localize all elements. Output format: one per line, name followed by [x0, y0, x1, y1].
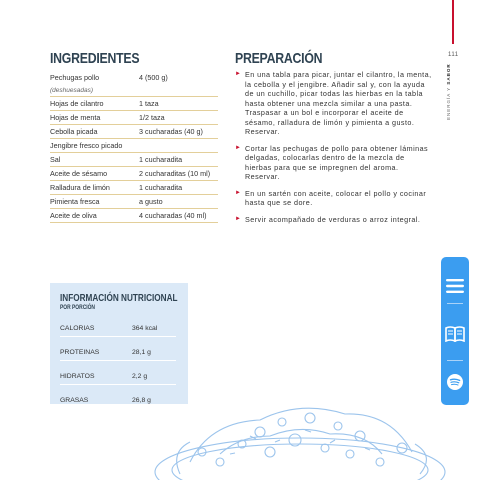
ingredient-row [50, 125, 218, 139]
nutrition-title: INFORMACIÓN NUTRICIONAL [60, 293, 178, 304]
nutrition-label: CALORIAS [60, 325, 95, 332]
ingredient-qty: 1 taza [139, 99, 159, 108]
ingredient-note: (deshuesadas) [50, 87, 93, 94]
ingredient-row [50, 153, 218, 167]
ingredient-name: Pimienta fresca [50, 197, 100, 206]
nutrition-panel [50, 283, 188, 404]
ingredient-name: Aceite de oliva [50, 211, 97, 220]
ingredient-row [50, 181, 218, 195]
step-text: Cortar las pechugas de pollo para obtener láminas delgadas, colocarlas dentro de la mezcla de hierbas para que se impregnen del aroma. Reservar. [245, 143, 429, 181]
ingredient-name: Hojas de cilantro [50, 99, 104, 108]
ingredient-qty: 4 (500 g) [139, 73, 168, 82]
nutrition-subtitle: POR PORCIÓN [60, 305, 95, 311]
ingredient-qty: 2 cucharaditas (10 ml) [139, 169, 211, 178]
ingredient-name: Pechugas pollo [50, 73, 100, 82]
nutrition-row [60, 347, 176, 361]
nutrition-label: GRASAS [60, 397, 89, 404]
preparation-heading: PREPARACIÓN [235, 50, 323, 67]
preparation-step [235, 215, 432, 225]
bullet-arrow-icon: ► [235, 144, 242, 151]
book-icon [445, 326, 465, 342]
ingredients-table [50, 71, 218, 223]
step-text: En un sartén con aceite, colocar el pollo y cocinar hasta que se dore. [245, 188, 427, 207]
ingredient-qty: a gusto [139, 197, 163, 206]
ingredient-row [50, 139, 218, 153]
nutrition-row [60, 371, 176, 385]
ingredient-row [50, 167, 218, 181]
spotify-icon [447, 374, 463, 390]
ingredient-qty: 4 cucharadas (40 ml) [139, 211, 207, 220]
page-number: 111 [448, 52, 459, 58]
ingredient-row [50, 71, 218, 97]
nutrition-label: HIDRATOS [60, 373, 95, 380]
bullet-arrow-icon: ► [235, 71, 242, 77]
bullet-arrow-icon: ► [235, 215, 242, 222]
nutrition-value: 364 kcal [132, 325, 158, 332]
ingredient-row [50, 97, 218, 111]
preparation-steps [235, 70, 432, 231]
book-button[interactable] [441, 324, 469, 344]
ingredient-name: Ralladura de limón [50, 183, 110, 192]
nutrition-value: 2,2 g [132, 373, 148, 380]
ingredient-name: Sal [50, 155, 61, 164]
side-tag-prefix: ENERGÍA Y [446, 86, 451, 120]
ingredient-name: Jengibre fresco picado [50, 141, 123, 150]
ingredient-name: Hojas de menta [50, 113, 101, 122]
step-text: Servir acompañado de verduras o arroz integral. [245, 214, 421, 224]
menu-icon [446, 279, 464, 293]
menu-button[interactable] [441, 277, 469, 295]
nutrition-value: 26,8 g [132, 397, 151, 404]
ingredients-heading: INGREDIENTES [50, 50, 140, 67]
spotify-button[interactable] [441, 372, 469, 392]
preparation-step [235, 189, 432, 208]
top-accent-line [452, 0, 454, 44]
sidebar-divider [447, 360, 463, 361]
nutrition-value: 28,1 g [132, 349, 151, 356]
ingredient-qty: 1 cucharadita [139, 183, 183, 192]
ingredient-row [50, 111, 218, 125]
ingredient-row [50, 209, 218, 223]
section-side-tag [446, 63, 456, 126]
sidebar-divider [447, 303, 463, 304]
step-text: En una tabla para picar, juntar el cilantro, la menta, la cebolla y el jengibre. Añadir sal y, con la ayuda de un cuchillo, picar todas las hierbas en la tabla hasta obtener una mezcla similar a una pasta. Traspasar a un bol e incorporar el aceite de sésamo, ralladura de limón y pimienta a gusto. Reservar. [245, 70, 432, 136]
preparation-step [235, 70, 432, 137]
ingredient-qty: 1/2 taza [139, 113, 165, 122]
preparation-step [235, 144, 432, 182]
ingredient-qty: 1 cucharadita [139, 155, 183, 164]
ingredient-qty: 3 cucharadas (40 g) [139, 127, 203, 136]
ingredient-name: Cebolla picada [50, 127, 98, 136]
rice-plate-illustration [150, 392, 450, 480]
ingredient-name: Aceite de sésamo [50, 169, 108, 178]
side-tag-label: SABOR [446, 63, 451, 85]
ingredient-row [50, 195, 218, 209]
floating-sidebar [441, 257, 469, 405]
nutrition-row [60, 323, 176, 337]
bullet-arrow-icon: ► [235, 189, 242, 196]
nutrition-label: PROTEINAS [60, 349, 100, 356]
